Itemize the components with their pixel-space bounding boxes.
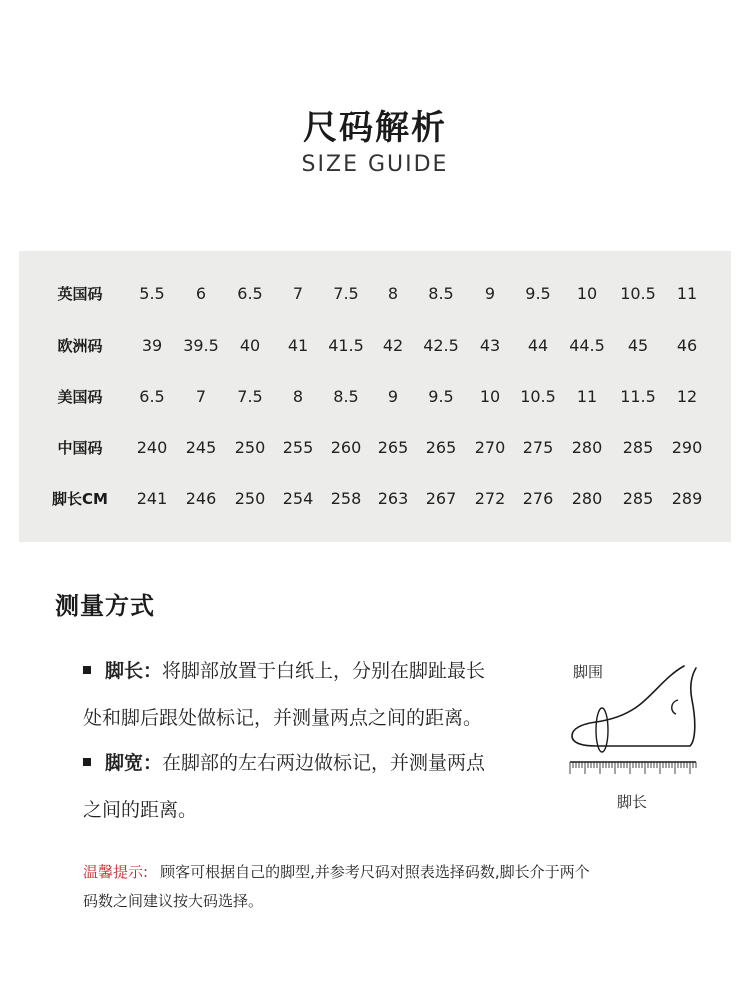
size-cell: 44.5: [569, 336, 605, 355]
foot-length-term: 脚长: [105, 660, 144, 682]
foot-girth-label: 脚围: [573, 663, 604, 681]
size-row: [19, 484, 731, 514]
foot-length-item: [83, 656, 485, 686]
size-cell: 41: [287, 336, 309, 355]
size-cell: 263: [377, 489, 409, 508]
size-cell: 46: [676, 336, 698, 355]
size-cell: 270: [474, 438, 506, 457]
size-row-label: 中国码: [57, 439, 103, 457]
size-cell: 42.5: [423, 336, 459, 355]
size-cell: 254: [282, 489, 314, 508]
size-row-label: 美国码: [57, 388, 103, 406]
measurement-heading: 测量方式: [55, 592, 155, 620]
ruler-ticks: [570, 762, 696, 774]
size-cell: 6.5: [237, 284, 263, 303]
bullet-icon: [83, 758, 91, 766]
size-cell: 285: [622, 438, 654, 457]
size-cell: 39: [141, 336, 163, 355]
foot-width-text-2: 之间的距离。: [83, 799, 198, 821]
size-cell: 43: [479, 336, 501, 355]
foot-width-term: 脚宽: [105, 752, 144, 774]
page-subtitle: SIZE GUIDE: [301, 152, 449, 177]
tip-text-1: 顾客可根据自己的脚型,并参考尺码对照表选择码数,脚长介于两个: [160, 863, 590, 881]
foot-length-text-1: 将脚部放置于白纸上，分别在脚趾最长: [162, 660, 486, 682]
size-row-label: 英国码: [57, 285, 103, 303]
size-cell: 265: [425, 438, 457, 457]
size-cell: 7.5: [333, 284, 359, 303]
size-cell: 7: [195, 387, 207, 406]
size-cell: 7: [292, 284, 304, 303]
size-row-label: 脚长CM: [52, 490, 108, 508]
foot-length-text-2: 处和脚后跟处做标记，并测量两点之间的距离。: [83, 707, 483, 729]
size-cell: 6.5: [139, 387, 165, 406]
size-cell: 241: [136, 489, 168, 508]
size-cell: 267: [425, 489, 457, 508]
toe-nail-icon: [672, 700, 678, 714]
size-cell: 11: [676, 284, 698, 303]
size-cell: 276: [522, 489, 554, 508]
page-title: 尺码解析: [303, 108, 447, 148]
size-cell: 45: [627, 336, 649, 355]
size-row: [19, 279, 731, 309]
size-cell: 7.5: [237, 387, 263, 406]
size-row: [19, 331, 731, 361]
size-cell: 285: [622, 489, 654, 508]
size-cell: 246: [185, 489, 217, 508]
size-row: [19, 433, 731, 463]
tip-line-1: [83, 858, 590, 886]
size-cell: 8: [292, 387, 304, 406]
size-cell: 9: [387, 387, 399, 406]
size-cell: 275: [522, 438, 554, 457]
tip-text-2: 码数之间建议按大码选择。: [83, 892, 264, 910]
size-cell: 44: [527, 336, 549, 355]
size-cell: 260: [330, 438, 362, 457]
foot-measurement-diagram: [566, 660, 706, 780]
size-cell: 280: [571, 489, 603, 508]
size-table: [19, 251, 731, 542]
foot-outline-icon: [572, 666, 696, 746]
size-cell: 5.5: [139, 284, 165, 303]
size-cell: 9: [484, 284, 496, 303]
size-cell: 8: [387, 284, 399, 303]
size-cell: 10.5: [620, 284, 656, 303]
size-cell: 11.5: [620, 387, 656, 406]
size-cell: 9.5: [525, 284, 551, 303]
foot-width-text-1: 在脚部的左右两边做标记，并测量两点: [162, 752, 486, 774]
size-cell: 10: [479, 387, 501, 406]
foot-width-colon: ：: [143, 752, 163, 774]
foot-length-colon: ：: [143, 660, 163, 682]
size-cell: 39.5: [183, 336, 219, 355]
size-cell: 11: [576, 387, 598, 406]
size-cell: 250: [234, 489, 266, 508]
size-cell: 9.5: [428, 387, 454, 406]
foot-width-item: [83, 748, 485, 778]
bullet-icon: [83, 666, 91, 674]
size-cell: 42: [382, 336, 404, 355]
size-cell: 250: [234, 438, 266, 457]
size-row-label: 欧洲码: [57, 337, 103, 355]
size-cell: 41.5: [328, 336, 364, 355]
size-cell: 40: [239, 336, 261, 355]
size-cell: 10.5: [520, 387, 556, 406]
foot-length-diagram-label: 脚长: [617, 793, 648, 811]
size-cell: 8.5: [428, 284, 454, 303]
size-cell: 245: [185, 438, 217, 457]
size-cell: 258: [330, 489, 362, 508]
size-cell: 272: [474, 489, 506, 508]
size-cell: 289: [671, 489, 703, 508]
size-cell: 8.5: [333, 387, 359, 406]
size-cell: 12: [676, 387, 698, 406]
size-row: [19, 382, 731, 412]
size-cell: 290: [671, 438, 703, 457]
size-cell: 265: [377, 438, 409, 457]
size-cell: 10: [576, 284, 598, 303]
size-cell: 240: [136, 438, 168, 457]
size-cell: 280: [571, 438, 603, 457]
tip-label: 温馨提示:: [83, 863, 149, 881]
size-cell: 6: [195, 284, 207, 303]
size-cell: 255: [282, 438, 314, 457]
